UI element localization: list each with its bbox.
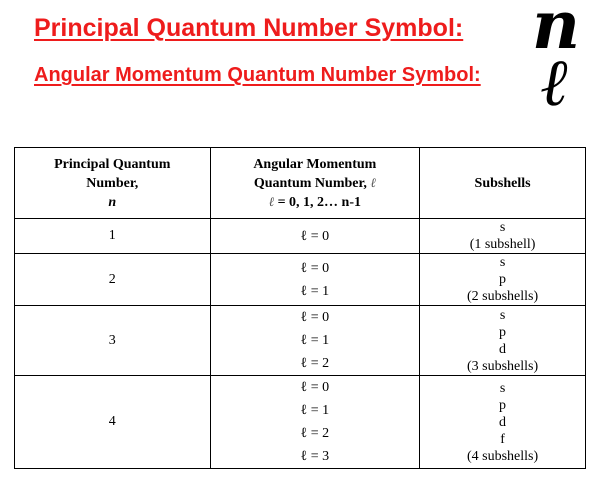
table-header-row — [15, 148, 586, 219]
header-principal-line2: Number, — [86, 175, 139, 191]
angular-values-cell — [210, 254, 420, 306]
header-angular-symbol: ℓ — [370, 175, 376, 191]
principal-number-cell: 3 — [15, 306, 211, 376]
angular-value: ℓ = 3 — [300, 449, 330, 464]
angular-symbol: ℓ — [540, 44, 568, 121]
subshell-value: d — [499, 341, 507, 357]
header-principal-symbol: n — [108, 194, 117, 210]
header-angular-line3: = 0, 1, 2… n-1 — [277, 194, 362, 210]
subshell-value: p — [499, 397, 507, 413]
angular-value: ℓ = 0 — [300, 380, 330, 395]
angular-value: ℓ = 1 — [300, 403, 330, 418]
quantum-number-table — [14, 147, 586, 469]
header-subshells: Subshells — [420, 148, 586, 219]
table-row — [15, 376, 586, 469]
subshell-value: p — [499, 272, 507, 287]
angular-heading: Angular Momentum Quantum Number Symbol: — [34, 64, 481, 86]
subshell-value: (2 subshells) — [466, 289, 539, 304]
principal-heading: Principal Quantum Number Symbol: — [34, 14, 464, 42]
subshell-value: (4 subshells) — [466, 448, 539, 464]
header-principal — [15, 148, 211, 219]
subshell-value: (3 subshells) — [466, 358, 539, 374]
header-angular — [210, 148, 420, 219]
angular-value: ℓ = 2 — [300, 426, 330, 441]
table-row — [15, 254, 586, 306]
angular-value: ℓ = 0 — [300, 228, 330, 244]
header-angular-line3-symbol: ℓ — [268, 194, 275, 210]
angular-values-cell — [210, 376, 420, 469]
angular-value: ℓ = 1 — [300, 283, 330, 299]
subshell-value: d — [499, 414, 507, 430]
subshell-value: s — [499, 380, 506, 396]
subshells-cell — [420, 254, 586, 306]
subshell-value: p — [499, 324, 507, 340]
subshells-cell — [420, 376, 586, 469]
angular-value: ℓ = 0 — [300, 310, 330, 325]
angular-values-cell — [210, 306, 420, 376]
principal-number-cell: 4 — [15, 376, 211, 469]
table-row — [15, 306, 586, 376]
header-principal-line1: Principal Quantum — [54, 156, 171, 172]
subshell-value: s — [499, 307, 506, 323]
table-row — [15, 219, 586, 254]
table-body — [15, 219, 586, 469]
principal-number-cell: 1 — [15, 219, 211, 254]
subshell-value: s — [499, 220, 506, 235]
subshell-value: (1 subshell) — [469, 237, 536, 252]
header-angular-line1: Angular Momentum — [253, 156, 377, 172]
angular-value: ℓ = 1 — [300, 333, 330, 348]
angular-value: ℓ = 2 — [300, 356, 330, 371]
angular-value: ℓ = 0 — [300, 260, 330, 276]
subshell-value: f — [500, 431, 505, 447]
principal-symbol: n — [532, 0, 580, 64]
subshells-cell — [420, 306, 586, 376]
principal-number-cell: 2 — [15, 254, 211, 306]
subshells-cell — [420, 219, 586, 254]
header-angular-line2: Quantum Number, — [253, 175, 367, 191]
angular-values-cell — [210, 219, 420, 254]
subshell-value: s — [499, 255, 506, 270]
